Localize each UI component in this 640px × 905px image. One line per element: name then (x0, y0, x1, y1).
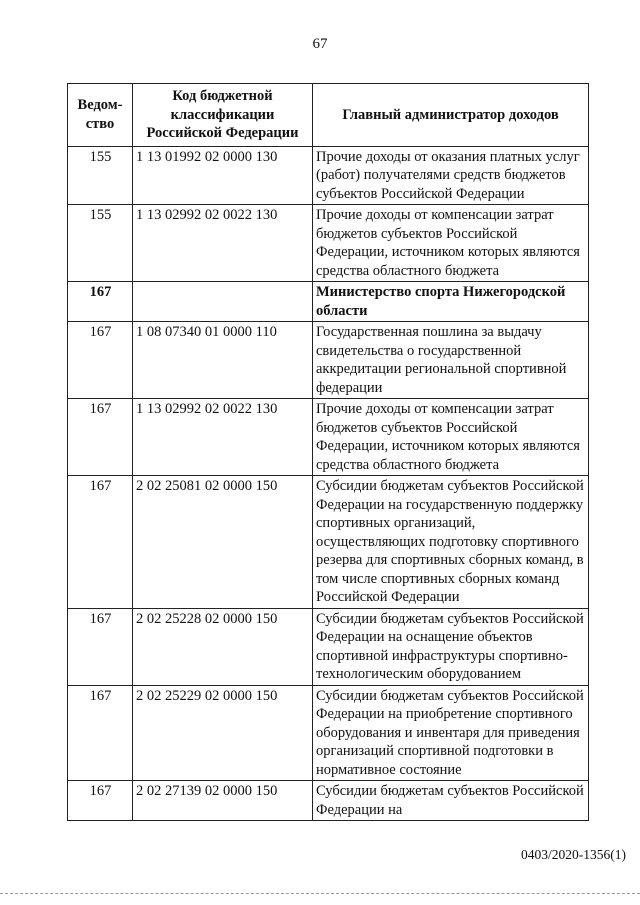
table-row (68, 146, 589, 205)
revenue-administrators-table (67, 83, 589, 821)
description-cell: Субсидии бюджетам субъектов Российской Федерации на (313, 781, 589, 821)
code-cell: 2 02 25228 02 0000 150 (133, 608, 313, 685)
document-code: 0403/2020-1356(1) (521, 847, 626, 862)
dept-cell: 155 (68, 146, 133, 205)
dept-cell: 167 (68, 399, 133, 476)
description-cell: Субсидии бюджетам субъектов Российской Федерации на приобретение спортивного оборудования и инвентаря для приведения организаций спортивной подготовки в нормативное состояние (313, 685, 589, 781)
table-row (68, 205, 589, 282)
dept-cell: 167 (68, 476, 133, 609)
description-cell: Прочие доходы от компенсации затрат бюджетов субъектов Российской Федерации, источником которых являются средства областного бюджета (313, 399, 589, 476)
dept-cell: 167 (68, 781, 133, 821)
header-dept: Ведом-ство (68, 84, 133, 147)
description-cell: Прочие доходы от компенсации затрат бюджетов субъектов Российской Федерации, источником которых являются средства областного бюджета (313, 205, 589, 282)
description-cell: Государственная пошлина за выдачу свидетельства о государственной аккредитации региональной спортивной федерации (313, 322, 589, 399)
code-cell (133, 282, 313, 322)
code-cell: 1 13 01992 02 0000 130 (133, 146, 313, 205)
code-cell: 1 13 02992 02 0022 130 (133, 205, 313, 282)
code-cell: 1 13 02992 02 0022 130 (133, 399, 313, 476)
table-row (68, 685, 589, 781)
code-cell: 2 02 27139 02 0000 150 (133, 781, 313, 821)
table-row (68, 322, 589, 399)
page-edge-line (0, 893, 640, 894)
table-row (68, 608, 589, 685)
table-row (68, 399, 589, 476)
code-cell: 2 02 25081 02 0000 150 (133, 476, 313, 609)
table-row (68, 476, 589, 609)
dept-cell: 155 (68, 205, 133, 282)
description-cell: Субсидии бюджетам субъектов Российской Федерации на государственную поддержку спортивных организаций, осуществляющих подготовку спортивного резерва для спортивных сборных команд, в том числе спортивных сборных команд Российской Федерации (313, 476, 589, 609)
description-cell: Министерство спорта Нижегородской области (313, 282, 589, 322)
dept-cell: 167 (68, 282, 133, 322)
table-header-row (68, 84, 589, 147)
dept-cell: 167 (68, 608, 133, 685)
dept-cell: 167 (68, 685, 133, 781)
description-cell: Субсидии бюджетам субъектов Российской Федерации на оснащение объектов спортивной инфраструктуры спортивно-технологическим оборудованием (313, 608, 589, 685)
code-cell: 1 08 07340 01 0000 110 (133, 322, 313, 399)
table-row (68, 781, 589, 821)
code-cell: 2 02 25229 02 0000 150 (133, 685, 313, 781)
page-number: 67 (312, 36, 328, 52)
table-row (68, 282, 589, 322)
header-code: Код бюджетной классификации Российской Федерации (133, 84, 313, 147)
dept-cell: 167 (68, 322, 133, 399)
header-admin: Главный администратор доходов (313, 84, 589, 147)
description-cell: Прочие доходы от оказания платных услуг (работ) получателями средств бюджетов субъектов Российской Федерации (313, 146, 589, 205)
